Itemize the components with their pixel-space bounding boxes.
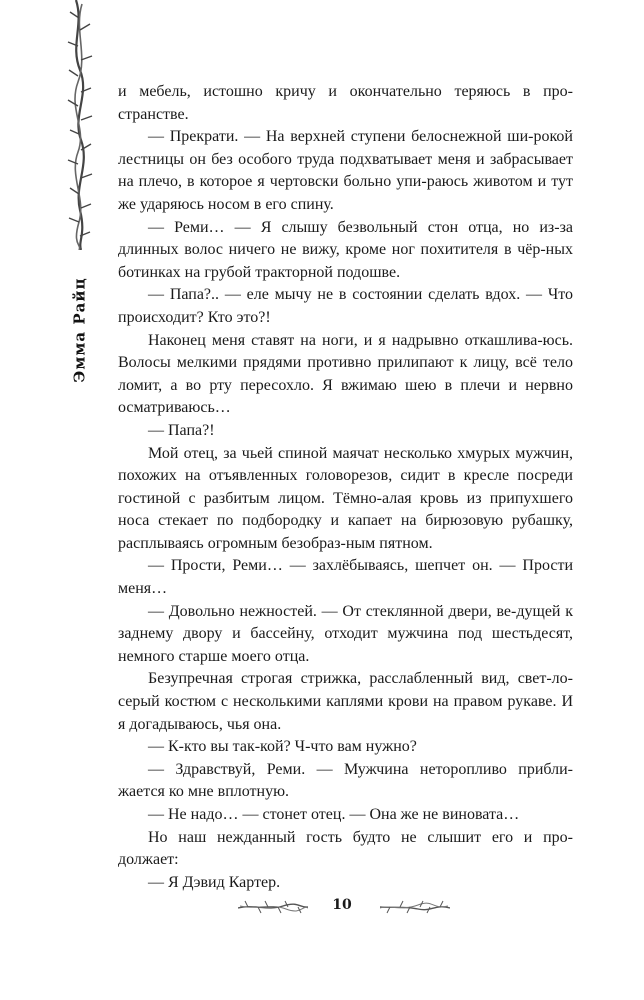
paragraph: — Реми… — Я слышу безвольный стон отца, но из-за длинных волос ничего не вижу, кроме ног похитителя в чёр-ных ботинках на грубой тракторной подошве.: [118, 218, 573, 281]
thorn-ornament-left: [238, 900, 308, 914]
paragraph: — Довольно нежностей. — От стеклянной двери, ве-дущей к заднему двору и бассейну, отходит мужчина под шестьдесят, немного старше моего отца.: [118, 602, 573, 665]
author-name: Эмма Райц: [71, 277, 90, 383]
paragraph: — Здравствуй, Реми. — Мужчина неторопливо прибли-жается ко мне вплотную.: [118, 760, 573, 801]
paragraph: Наконец меня ставят на ноги, и я надрывно откашлива-юсь. Волосы мелкими прядями противно прилипают к лицу, всё тело ломит, а во рту пересохло. Я вжимаю шею в плечи и нервно осматриваюсь…: [118, 331, 573, 417]
author-running-head: [60, 255, 100, 405]
paragraph: Мой отец, за чьей спиной маячат несколько хмурых мужчин, похожих на отъявленных головорезов, сидит в кресле посреди гостиной с разбитым лицом. Тёмно-алая кровь из припухшего носа стекает по подбородку и капает на бирюзовую рубашку, расплываясь огромным безобраз-ным пятном.: [118, 444, 573, 552]
paragraph: Но наш нежданный гость будто не слышит его и про-должает:: [118, 828, 573, 869]
paragraph: — Я Дэвид Картер.: [148, 873, 281, 891]
paragraph: — К-кто вы так-кой? Ч-что вам нужно?: [148, 738, 417, 756]
paragraph: Безупречная строгая стрижка, расслабленный вид, свет-ло-серый костюм с несколькими каплями крови на правом рукаве. И я догадываюсь, чья она.: [118, 670, 573, 733]
paragraph: — Папа?.. — еле мычу не в состоянии сделать вдох. — Что происходит? Кто это?!: [118, 286, 573, 326]
page-number: 10: [332, 897, 352, 913]
paragraph: — Прекрати. — На верхней ступени белоснежной ши-рокой лестницы он без особого труда подхватывает меня и забрасывает на плечо, в которое я чертовски больно упи-раюсь животом и тут же ударяюсь носом в его спину.: [118, 128, 573, 213]
text-block: [118, 81, 573, 894]
thorn-vine-ornament: [66, 0, 94, 250]
paragraph: — Папа?!: [148, 421, 215, 439]
thorn-ornament-right: [380, 900, 450, 914]
paragraph: — Не надо… — стонет отец. — Она же не виновата…: [148, 806, 520, 823]
paragraph: и мебель, истошно кричу и окончательно теряюсь в про-странстве.: [118, 83, 573, 123]
paragraph: — Прости, Реми… — захлёбываясь, шепчет он. — Прости меня…: [118, 557, 573, 598]
page-footer: [0, 896, 644, 920]
